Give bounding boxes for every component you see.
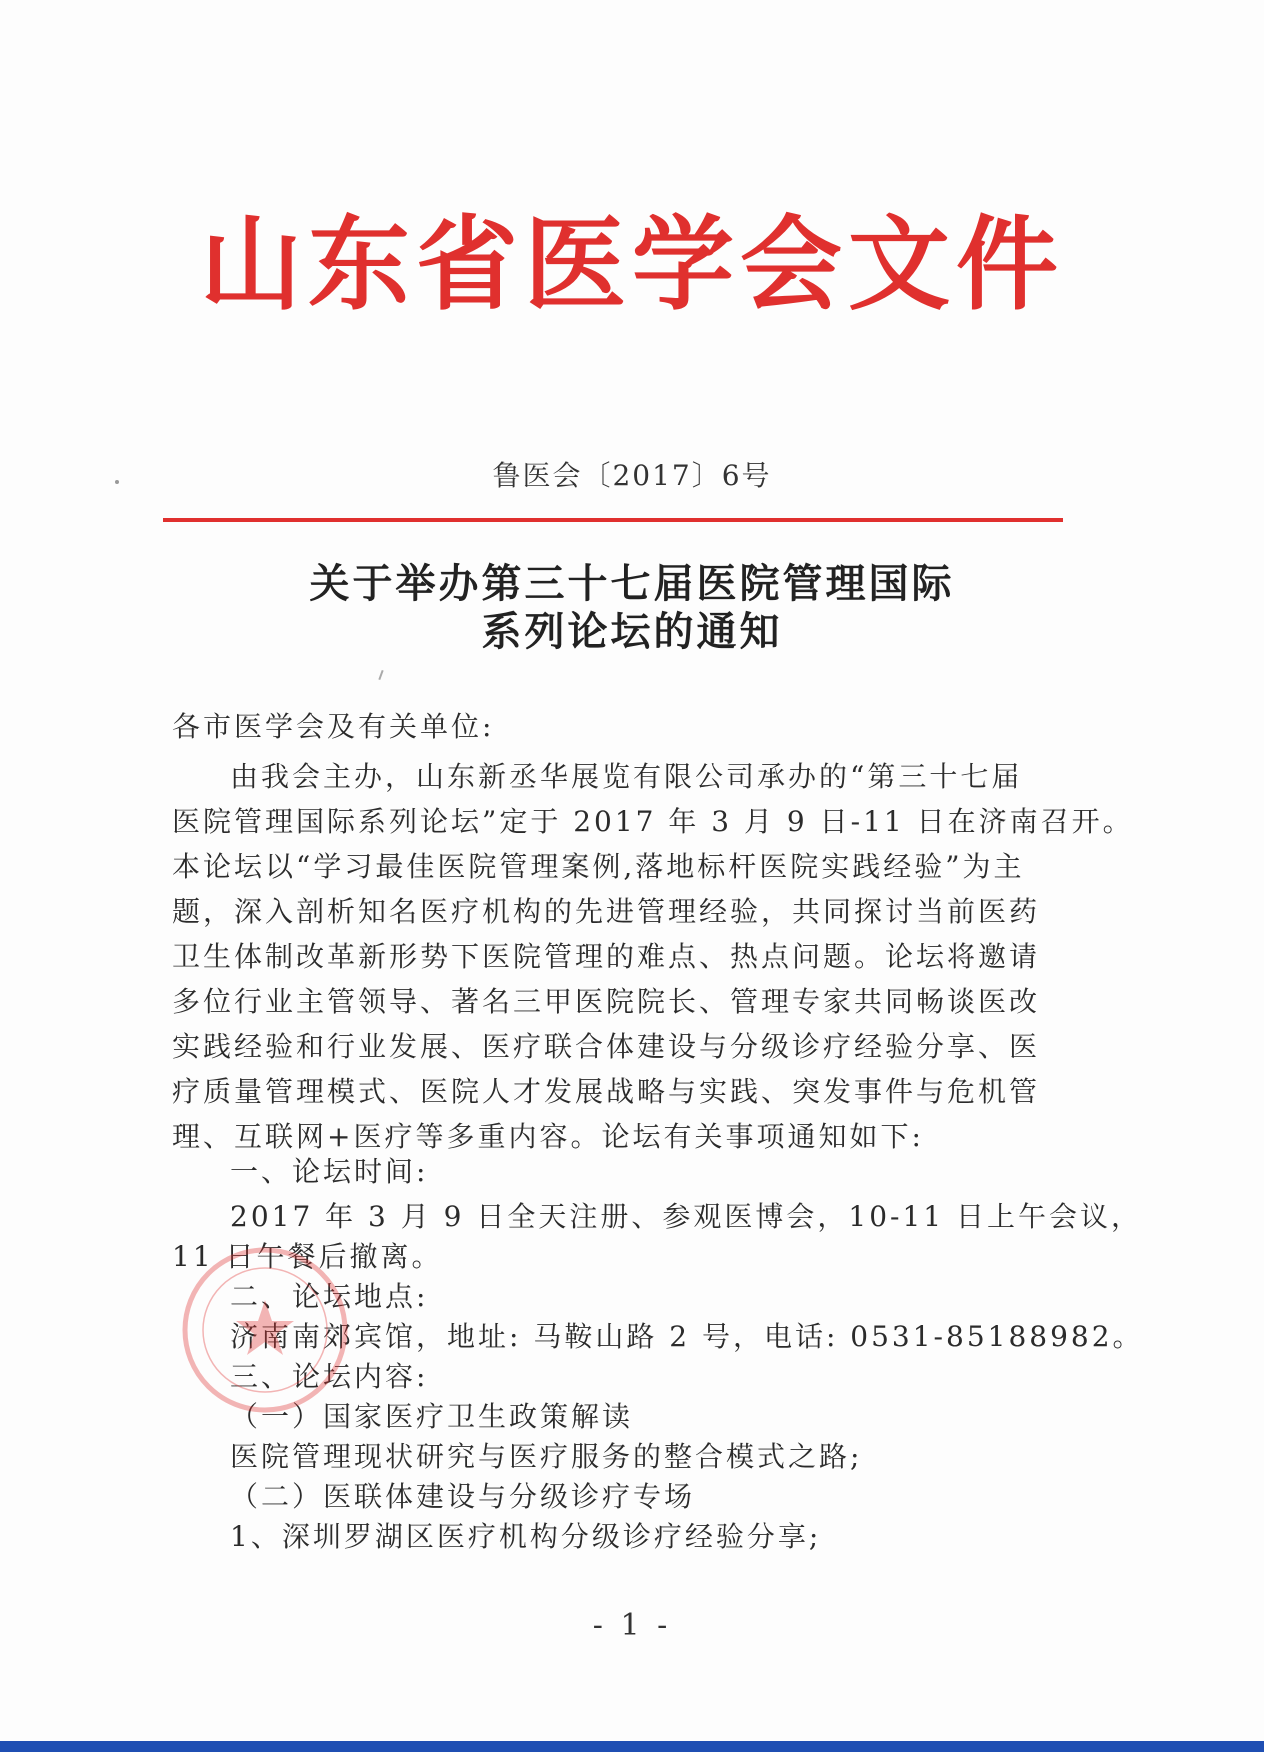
issuer-header-title: 山东省医学会文件 (200, 206, 1064, 325)
subsection-heading: （二）医联体建设与分级诊疗专场 (230, 1480, 696, 1513)
body-line: 济南南郊宾馆，地址: 马鞍山路 2 号，电话: 0531-85188982。 (230, 1320, 1144, 1353)
body-line: 题，深入剖析知名医疗机构的先进管理经验，共同探讨当前医药 (172, 895, 1041, 928)
faint-seal-stamp (180, 1245, 350, 1415)
notice-title-line-2: 系列论坛的通知 (481, 609, 783, 655)
scan-bottom-edge (0, 1741, 1264, 1752)
document-number: 鲁医会〔2017〕6号 (492, 459, 772, 492)
section-heading-time: 一、论坛时间: (230, 1155, 429, 1188)
body-line: 实践经验和行业发展、医疗联合体建设与分级诊疗经验分享、医 (172, 1030, 1041, 1063)
section-heading-location: 二、论坛地点: (230, 1280, 429, 1313)
body-line: 2017 年 3 月 9 日全天注册、参观医博会，10-11 日上午会议， (230, 1200, 1143, 1233)
body-line: 11 日午餐后撤离。 (172, 1240, 443, 1273)
body-line: 由我会主办，山东新丞华展览有限公司承办的“第三十七届 (230, 760, 1023, 793)
body-line: 医院管理国际系列论坛”定于 2017 年 3 月 9 日-11 日在济南召开。 (172, 805, 1134, 838)
notice-title-line-1: 关于举办第三十七届医院管理国际 (309, 561, 955, 607)
subsection-heading: （一）国家医疗卫生政策解读 (230, 1400, 634, 1433)
section-heading-content: 三、论坛内容: (230, 1360, 429, 1393)
body-line: 本论坛以“学习最佳医院管理案例,落地标杆医院实践经验”为主 (172, 850, 1025, 883)
red-divider-rule (163, 518, 1063, 522)
body-line: 疗质量管理模式、医院人才发展战略与实践、突发事件与危机管 (172, 1075, 1041, 1108)
salutation: 各市医学会及有关单位: (172, 710, 495, 743)
body-line: 医院管理现状研究与医疗服务的整合模式之路; (230, 1440, 863, 1473)
body-line: 多位行业主管领导、著名三甲医院院长、管理专家共同畅谈医改 (172, 985, 1041, 1018)
body-line: 理、互联网+医疗等多重内容。论坛有关事项通知如下: (172, 1120, 924, 1153)
body-line: 1、深圳罗湖区医疗机构分级诊疗经验分享; (230, 1520, 822, 1553)
body-line: 卫生体制改革新形势下医院管理的难点、热点问题。论坛将邀请 (172, 940, 1041, 973)
page-number: - 1 - (592, 1608, 672, 1643)
scan-mark (378, 670, 383, 680)
